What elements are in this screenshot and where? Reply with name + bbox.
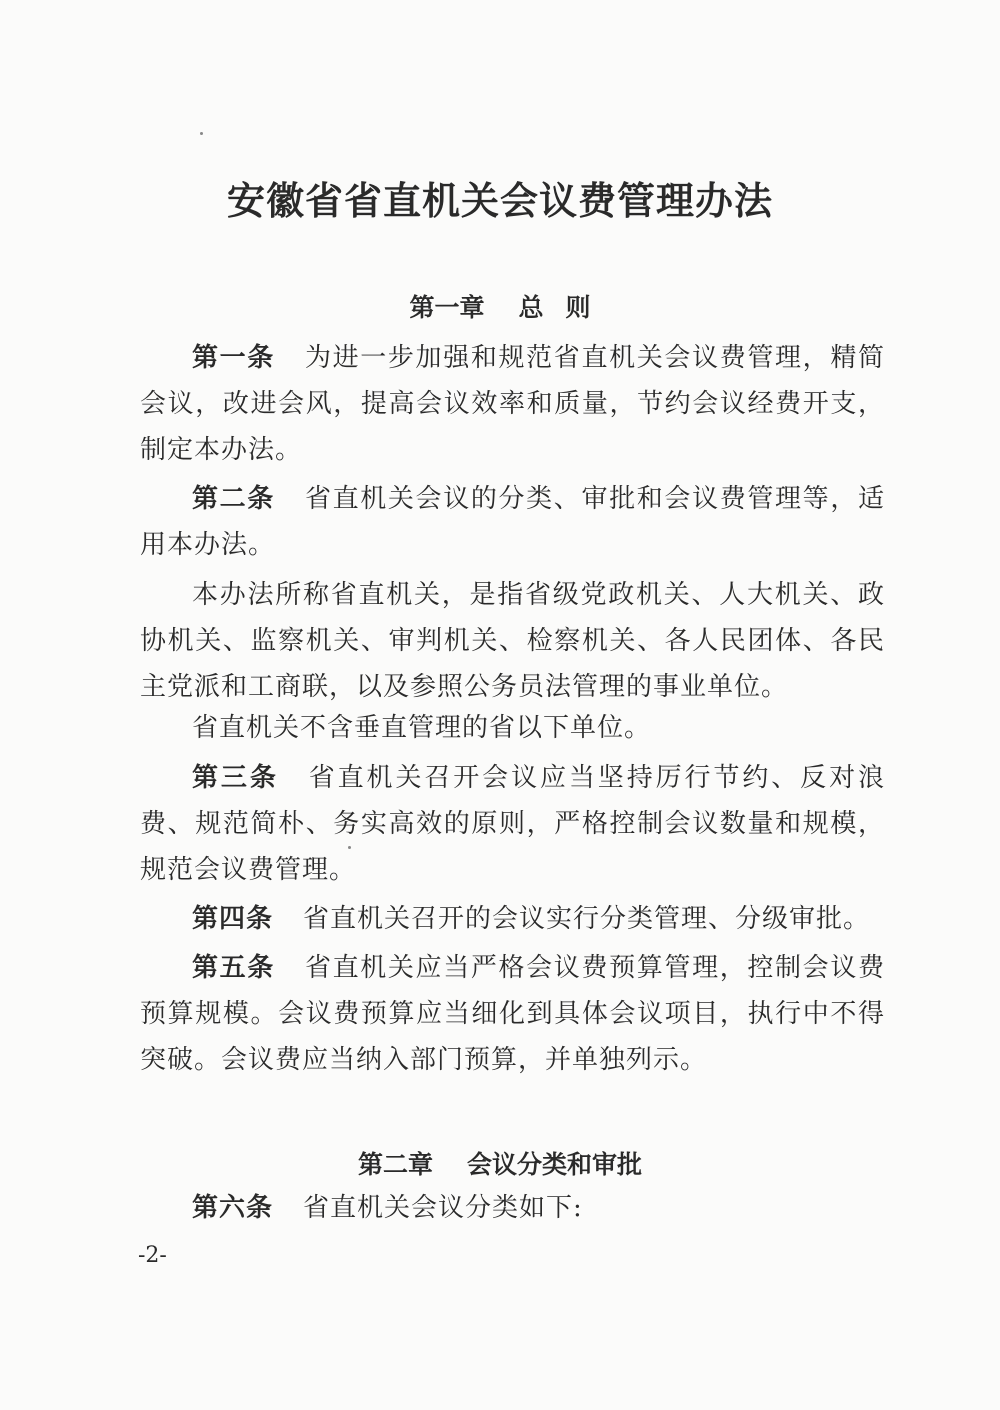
chapter-1-name-part-2: 则 — [565, 293, 591, 322]
document-title: 安徽省省直机关会议费管理办法 — [226, 179, 773, 223]
chapter-1-heading — [0, 288, 1000, 324]
article-3-label: 第三条 — [192, 763, 279, 793]
article-1-text: 为进一步加强和规范省直机关会议费管理，精简会议，改进会风，提高会议效率和质量，节约会议经费开支，制定本办法。 — [140, 343, 885, 465]
scan-speck — [200, 132, 203, 135]
page-number: -2- — [138, 1243, 167, 1268]
chapter-2-number: 第二章 — [357, 1150, 433, 1179]
article-5-label: 第五条 — [192, 953, 275, 983]
article-1-label: 第一条 — [192, 343, 275, 373]
article-5 — [140, 945, 885, 1083]
article-6-label: 第六条 — [192, 1193, 274, 1223]
article-3-text: 省直机关召开会议应当坚持厉行节约、反对浪费、规范简朴、务实高效的原则，严格控制会议数量和规模，规范会议费管理。 — [140, 763, 885, 885]
article-4 — [140, 896, 885, 942]
scope-paragraph: 本办法所称省直机关，是指省级党政机关、人大机关、政协机关、监察机关、审判机关、检察机关、各人民团体、各民主党派和工商联，以及参照公务员法管理的事业单位。 — [140, 580, 885, 702]
exclusion-paragraph: 省直机关不含垂直管理的省以下单位。 — [192, 713, 652, 743]
article-6-text: 省直机关会议分类如下: — [303, 1193, 583, 1223]
article-1 — [140, 335, 885, 473]
chapter-1-number: 第一章 — [409, 293, 485, 322]
article-2-text: 省直机关会议的分类、审批和会议费管理等，适用本办法。 — [140, 484, 885, 560]
article-4-label: 第四条 — [192, 904, 274, 934]
article-5-text: 省直机关应当严格会议费预算管理，控制会议费预算规模。会议费预算应当细化到具体会议项目，执行中不得突破。会议费应当纳入部门预算，并单独列示。 — [140, 953, 885, 1075]
chapter-1-name-part-1: 总 — [518, 293, 544, 322]
chapter-2-heading — [0, 1145, 1000, 1181]
article-2 — [140, 476, 885, 568]
article-3 — [140, 755, 885, 893]
article-6 — [140, 1185, 885, 1231]
article-4-text: 省直机关召开的会议实行分类管理、分级审批。 — [303, 904, 871, 934]
article-2-label: 第二条 — [192, 484, 275, 514]
chapter-2-name: 会议分类和审批 — [467, 1150, 643, 1179]
